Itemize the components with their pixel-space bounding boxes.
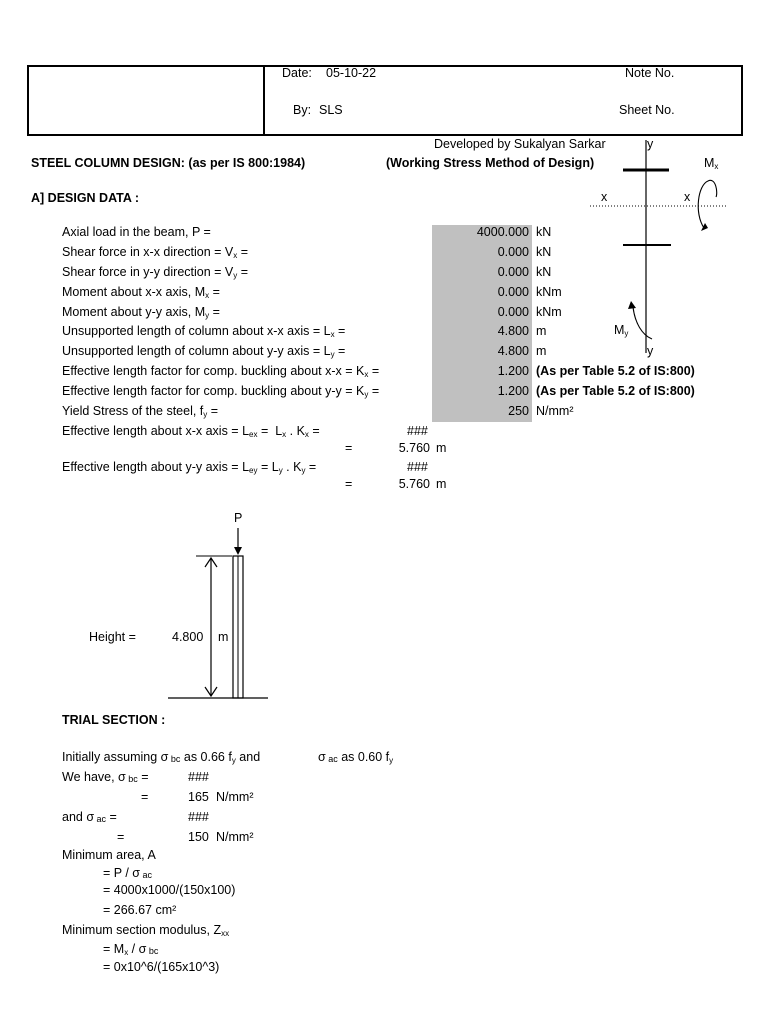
unit-moment-y: kNm bbox=[536, 305, 562, 319]
label-sigma-bc: We have, σ bc = bbox=[62, 770, 149, 784]
height-value: 4.800 bbox=[172, 630, 204, 644]
date-value: 05-10-22 bbox=[326, 66, 377, 80]
height-unit: m bbox=[218, 630, 229, 644]
eq-sign: = bbox=[117, 830, 125, 844]
area-calculation: = 4000x1000/(150x100) bbox=[103, 883, 236, 897]
sigma-bc-value: 165 bbox=[188, 790, 209, 804]
min-modulus-label: Minimum section modulus, Z bbox=[62, 923, 222, 937]
by-label: By: bbox=[293, 103, 312, 117]
moment-x-label: $M_x$ bbox=[704, 156, 719, 171]
unit-moment-x: kNm bbox=[536, 285, 562, 299]
label-ky: Effective length factor for comp. buckling about $y-y = K_y$ = bbox=[62, 384, 380, 399]
trial-section-heading: TRIAL SECTION : bbox=[62, 713, 166, 727]
label-length-x: Unsupported length of column about x-x axis = $L_x$ = bbox=[62, 324, 346, 339]
sheet-no-label: Sheet No. bbox=[619, 103, 675, 117]
label-eff-length-x: Effective length about x-x axis = $L_{ex} = L_x$ . $K_x$ = bbox=[62, 424, 320, 439]
label-kx: Effective length factor for comp. buckling about $x-x = K_x$ = bbox=[62, 364, 380, 379]
value-moment-y[interactable]: 0.000 bbox=[497, 305, 529, 319]
value-ky[interactable]: 1.200 bbox=[497, 384, 529, 398]
sigma-ac-formula-result: ### bbox=[188, 810, 209, 824]
unit-ky-reference: (As per Table 5.2 of IS:800) bbox=[536, 384, 695, 398]
min-area-label: Minimum area, A bbox=[62, 848, 156, 862]
value-shear-y[interactable]: 0.000 bbox=[497, 265, 529, 279]
label-shear-y: Shear force in y-y direction = $V_y$ = bbox=[62, 265, 249, 280]
eff-length-x-formula-result: ### bbox=[407, 424, 428, 438]
by-value: SLS bbox=[319, 103, 343, 117]
y-axis-bottom-label: y bbox=[647, 344, 654, 358]
sigma-ac-value: 150 bbox=[188, 830, 209, 844]
sigma-ac-unit: N/mm² bbox=[216, 830, 254, 844]
developer-credit: Developed by Sukalyan Sarkar bbox=[434, 137, 606, 151]
eq-sign: = bbox=[345, 477, 353, 491]
date-label: Date: bbox=[282, 66, 312, 80]
section-a-heading: A] DESIGN DATA : bbox=[31, 191, 140, 205]
x-axis-right-label: x bbox=[684, 190, 691, 204]
eff-length-x-value: 5.760 bbox=[398, 441, 430, 455]
eff-length-y-value: 5.760 bbox=[398, 477, 430, 491]
label-eff-length-y: Effective length about y-y axis = $L_{ey} = L_y$ . $K_y$ = bbox=[62, 460, 317, 475]
eff-length-y-formula-result: ### bbox=[407, 460, 428, 474]
value-yield-stress[interactable]: 250 bbox=[508, 404, 529, 418]
area-formula: = P / σ ac bbox=[103, 866, 153, 880]
label-moment-y: Moment about y-y axis, $M_y$ = bbox=[62, 305, 220, 320]
value-shear-x[interactable]: 0.000 bbox=[497, 245, 529, 259]
value-axial-load[interactable]: 4000.000 bbox=[476, 225, 529, 239]
page-title: STEEL COLUMN DESIGN: (as per IS 800:1984) bbox=[31, 156, 306, 170]
unit-axial-load: kN bbox=[536, 225, 552, 239]
modulus-calculation: = 0x10^6/(165x10^3) bbox=[103, 960, 220, 974]
sigma-bc-formula-result: ### bbox=[188, 770, 209, 784]
label-sigma-ac: and σ ac = bbox=[62, 810, 117, 824]
sigma-bc-unit: N/mm² bbox=[216, 790, 254, 804]
eq-sign: = bbox=[141, 790, 149, 804]
label-shear-x: Shear force in x-x direction = $V_x$ = bbox=[62, 245, 249, 260]
value-length-x[interactable]: 4.800 bbox=[497, 324, 529, 338]
eff-length-y-unit: m bbox=[436, 477, 447, 491]
value-length-y[interactable]: 4.800 bbox=[497, 344, 529, 358]
modulus-formula: = $M_x$ / σ bc bbox=[103, 942, 159, 957]
value-kx[interactable]: 1.200 bbox=[497, 364, 529, 378]
min-modulus-row: Minimum section modulus, $Z_{xx}$ bbox=[62, 923, 230, 938]
unit-length-x: m bbox=[536, 324, 547, 338]
x-axis-left-label: x bbox=[601, 190, 608, 204]
unit-yield-stress: N/mm² bbox=[536, 404, 574, 418]
label-yield-stress: Yield Stress of the steel, $f_y$ = bbox=[62, 404, 219, 419]
column-elevation-diagram bbox=[160, 525, 280, 710]
label-moment-x: Moment about x-x axis, $M_x$ = bbox=[62, 285, 220, 300]
height-label: Height = bbox=[89, 630, 136, 644]
unit-kx-reference: (As per Table 5.2 of IS:800) bbox=[536, 364, 695, 378]
unit-shear-x: kN bbox=[536, 245, 552, 259]
label-axial-load: Axial load in the beam, P = bbox=[62, 225, 211, 239]
eff-length-x-unit: m bbox=[436, 441, 447, 455]
unit-length-y: m bbox=[536, 344, 547, 358]
eq-sign: = bbox=[345, 441, 353, 455]
header-divider bbox=[263, 65, 265, 136]
assumption-sigma-ac: σ ac as 0.60 $f_y$ bbox=[318, 750, 394, 765]
note-no-label: Note No. bbox=[625, 66, 675, 80]
label-length-y: Unsupported length of column about y-y axis = $L_y$ = bbox=[62, 344, 346, 359]
design-method: (Working Stress Method of Design) bbox=[386, 156, 595, 170]
assumption-line: Initially assuming σ bc as 0.66 $f_y$ and bbox=[62, 750, 261, 765]
load-p-label: P bbox=[234, 511, 243, 525]
moment-y-label: $M_y$ bbox=[614, 323, 629, 338]
value-moment-x[interactable]: 0.000 bbox=[497, 285, 529, 299]
y-axis-top-label: y bbox=[647, 137, 654, 151]
unit-shear-y: kN bbox=[536, 265, 552, 279]
area-result: = 266.67 cm² bbox=[103, 903, 177, 917]
